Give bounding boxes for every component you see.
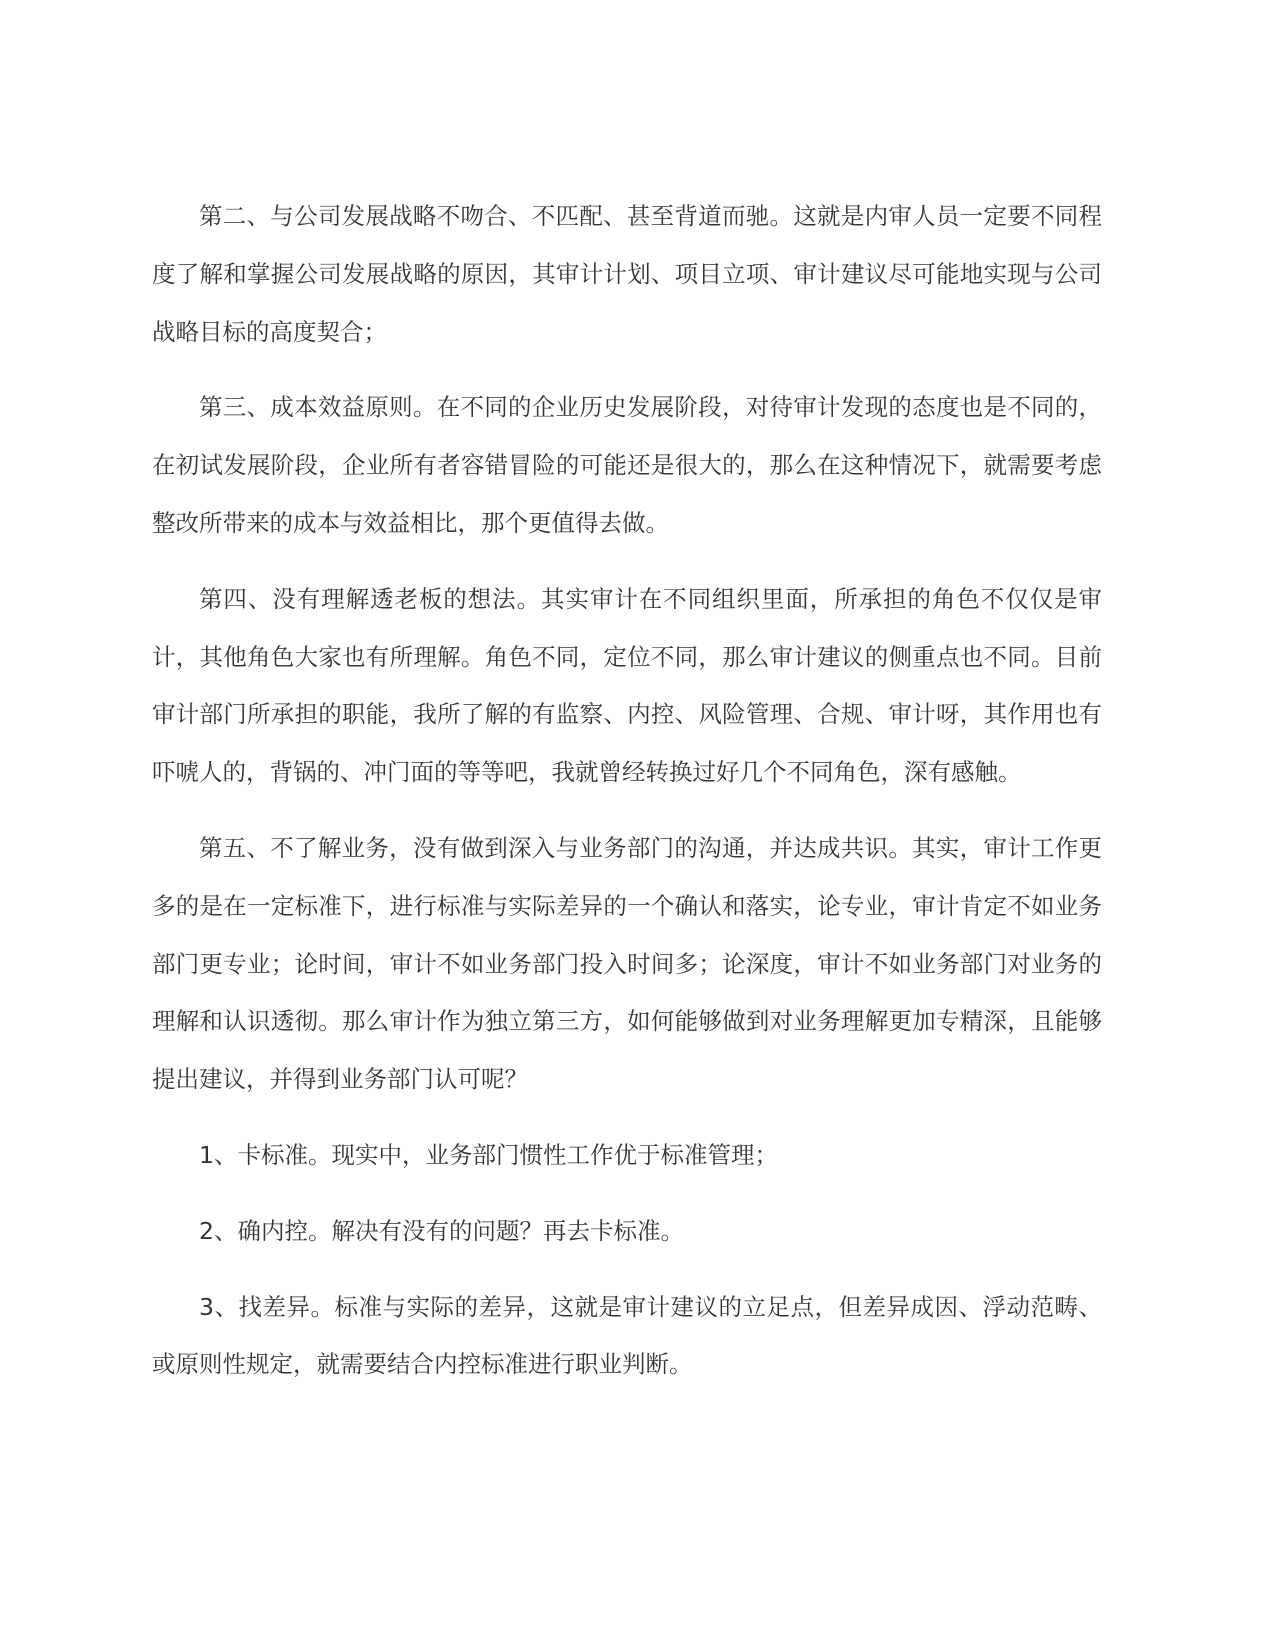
paragraph-fifth-point: 第五、不了解业务，没有做到深入与业务部门的沟通，并达成共识。其实，审计工作更多的是在一定标准下，进行标准与实际差异的一个确认和落实，论专业，审计肯定不如业务部门更专业；论时间，审计不如业务部门投入时间多；论深度，审计不如业务部门对业务的理解和认识透彻。那么审计作为独立第三方，如何能够做到对业务理解更加专精深，且能够提出建议，并得到业务部门认可呢？ (152, 833, 1102, 1094)
document-body (152, 188, 1102, 1412)
paragraph-third-point: 第三、成本效益原则。在不同的企业历史发展阶段，对待审计发现的态度也是不同的，在初试发展阶段，企业所有者容错冒险的可能还是很大的，那么在这种情况下，就需要考虑整改所带来的成本与效益相比，那个更值得去做。 (152, 393, 1102, 537)
paragraph-second-point: 第二、与公司发展战略不吻合、不匹配、甚至背道而驰。这就是内审人员一定要不同程度了解和掌握公司发展战略的原因，其审计计划、项目立项、审计建议尽可能地实现与公司战略目标的高度契合； (152, 202, 1102, 346)
paragraph-fourth-point: 第四、没有理解透老板的想法。其实审计在不同组织里面，所承担的角色不仅仅是审计，其他角色大家也有所理解。角色不同，定位不同，那么审计建议的侧重点也不同。目前审计部门所承担的职能，我所了解的有监察、内控、风险管理、合规、审计呀，其作用也有吓唬人的，背锅的、冲门面的等等吧，我就曾经转换过好几个不同角色，深有感触。 (152, 584, 1102, 787)
list-item-2: 2、确内控。解决有没有的问题？再去卡标准。 (199, 1216, 684, 1245)
list-item-1: 1、卡标准。现实中，业务部门惯性工作优于标准管理； (199, 1140, 778, 1169)
list-item-3: 3、找差异。标准与实际的差异，这就是审计建议的立足点，但差异成因、浮动范畴、或原则性规定，就需要结合内控标准进行职业判断。 (152, 1292, 1102, 1379)
